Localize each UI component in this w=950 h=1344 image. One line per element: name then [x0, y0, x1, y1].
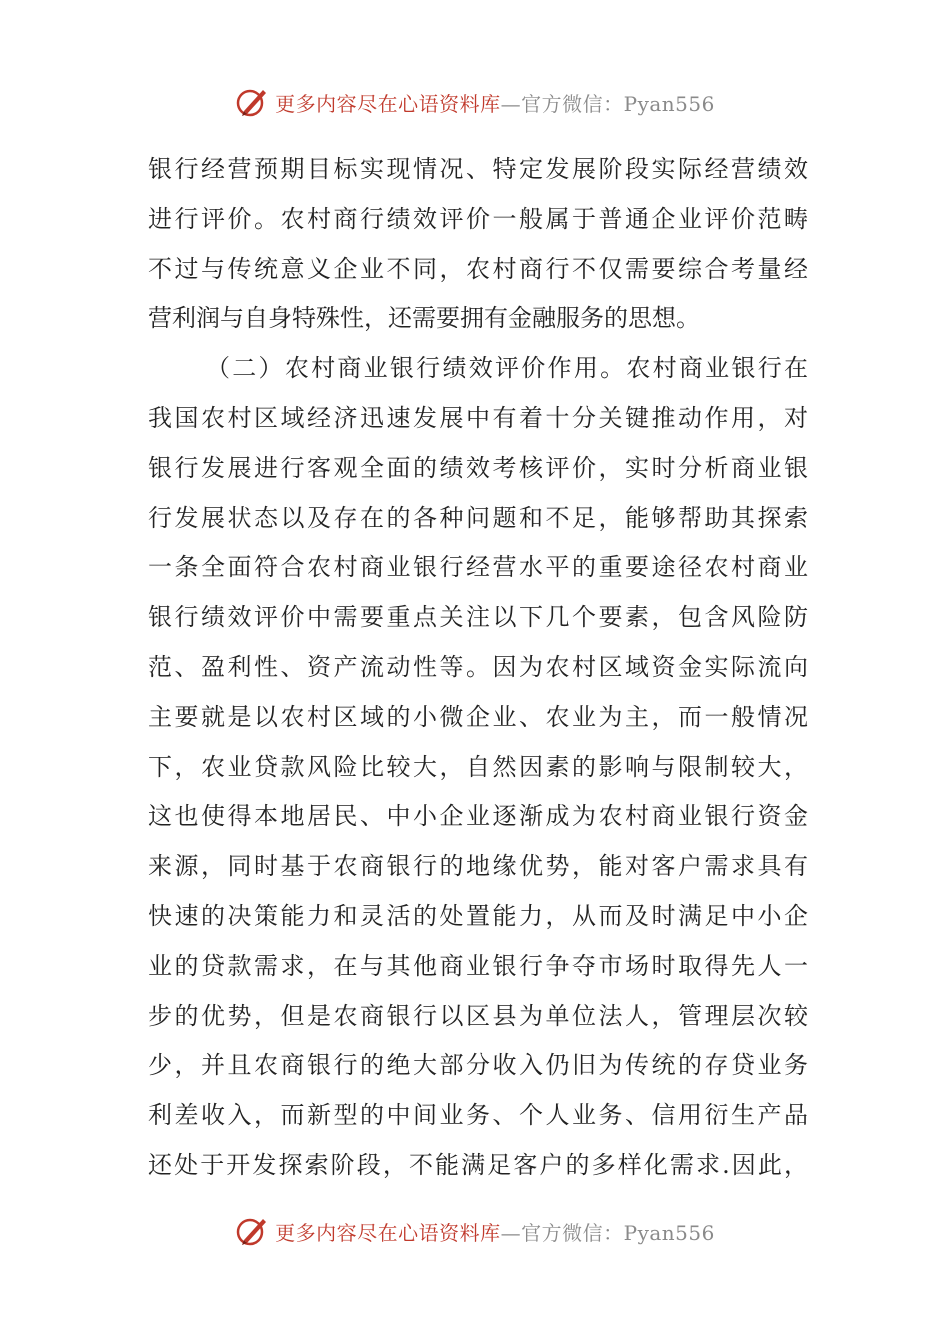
section-heading-line: （二）农村商业银行绩效评价作用。农村商业银行在 — [206, 354, 808, 383]
pen-logo-icon — [235, 1214, 269, 1248]
text-line: 银行发展进行客观全面的绩效考核评价，实时分析商业银 — [148, 453, 808, 482]
banner-library-name: 更多内容尽在心语资料库 — [275, 1220, 501, 1245]
text-line: 利差收入，而新型的中间业务、个人业务、信用衍生产品 — [148, 1101, 808, 1130]
banner-text — [275, 1217, 715, 1246]
text-line: 我国农村区域经济迅速发展中有着十分关键推动作用，对 — [148, 403, 808, 432]
text-line: 一条全面符合农村商业银行经营水平的重要途径农村商业 — [148, 553, 808, 582]
pen-logo-icon — [235, 85, 269, 119]
document-body — [148, 145, 808, 1191]
text-line: 下，农业贷款风险比较大，自然因素的影响与限制较大， — [148, 752, 808, 781]
text-line: 范、盈利性、资产流动性等。因为农村区域资金实际流向 — [148, 652, 808, 681]
text-line: 少，并且农商银行的绝大部分收入仍旧为传统的存贷业务 — [148, 1051, 808, 1080]
text-line: 步的优势，但是农商银行以区县为单位法人，管理层次较 — [148, 1001, 808, 1030]
header-banner — [0, 82, 950, 122]
text-line: 不过与传统意义企业不同，农村商行不仅需要综合考量经 — [148, 254, 808, 283]
footer-banner — [0, 1211, 950, 1251]
text-line: 业的贷款需求，在与其他商业银行争夺市场时取得先人一 — [148, 951, 808, 980]
text-line: 进行评价。农村商行绩效评价一般属于普通企业评价范畴 — [148, 204, 808, 233]
text-line: 营利润与自身特殊性，还需要拥有金融服务的思想。 — [148, 304, 700, 333]
banner-library-name: 更多内容尽在心语资料库 — [275, 91, 501, 116]
text-line: 快速的决策能力和灵活的处置能力，从而及时满足中小企 — [148, 901, 808, 930]
banner-wechat: —官方微信：Pyan556 — [500, 91, 715, 116]
banner-text — [275, 88, 715, 117]
text-line: 还处于开发探索阶段，不能满足客户的多样化需求.因此， — [148, 1150, 808, 1179]
text-line: 行发展状态以及存在的各种问题和不足，能够帮助其探索 — [148, 503, 808, 532]
banner-wechat: —官方微信：Pyan556 — [500, 1220, 715, 1245]
text-line: 主要就是以农村区域的小微企业、农业为主，而一般情况 — [148, 702, 808, 731]
text-line: 这也使得本地居民、中小企业逐渐成为农村商业银行资金 — [148, 802, 808, 831]
text-line: 来源，同时基于农商银行的地缘优势，能对客户需求具有 — [148, 852, 808, 881]
text-line: 银行经营预期目标实现情况、特定发展阶段实际经营绩效 — [148, 155, 808, 183]
text-line: 银行绩效评价中需要重点关注以下几个要素，包含风险防 — [148, 603, 808, 632]
